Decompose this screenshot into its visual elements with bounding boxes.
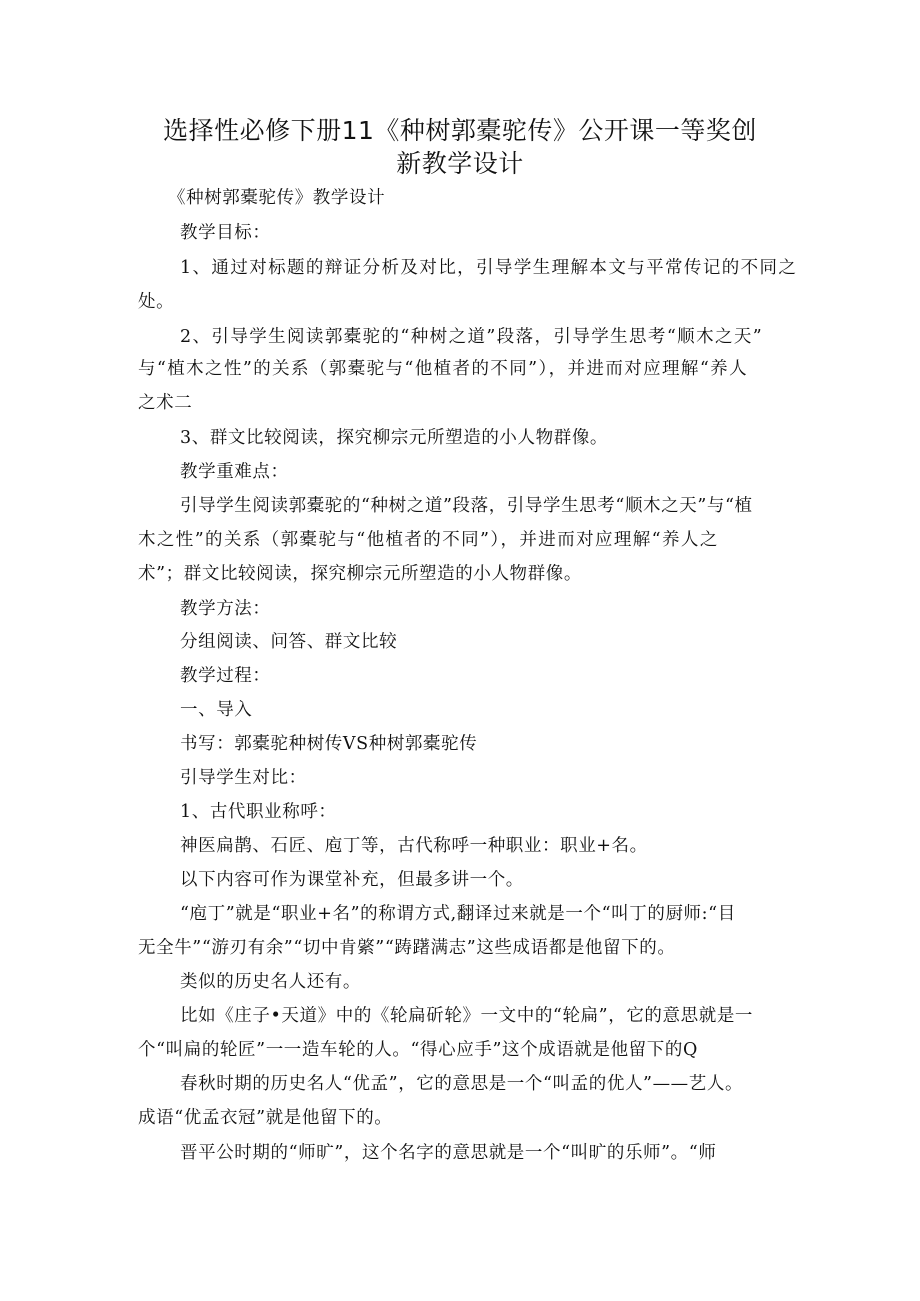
paragraph-line: 1、通过对标题的辩证分析及对比，引导学生理解本文与平常传记的不同之 — [180, 258, 798, 278]
paragraph-line: 1、古代职业称呼： — [180, 802, 337, 822]
paragraph-line: 比如《庄子•天道》中的《轮扁斫轮》一文中的“轮扁”，它的意思就是一 — [180, 1006, 754, 1026]
subtitle: 《种树郭橐驼传》教学设计 — [168, 188, 386, 208]
section-heading-goals: 教学目标： — [180, 223, 271, 243]
paragraph-line: 处。 — [138, 292, 175, 312]
section-heading-methods: 教学方法： — [180, 599, 271, 619]
paragraph-line: 与“植木之性”的关系（郭橐驼与“他植者的不同”），并进而对应理解“养人 — [138, 359, 748, 379]
paragraph-line: 之术二 — [138, 393, 193, 413]
paragraph-line: “庖丁”就是“职业+名”的称谓方式,翻译过来就是一个“叫丁的厨师:“目 — [180, 904, 736, 924]
paragraph-line: 引导学生阅读郭橐驼的“种树之道”段落，引导学生思考“顺木之天”与“植 — [180, 496, 753, 516]
paragraph-line: 个“叫扁的轮匠”一一造车轮的人。“得心应手”这个成语就是他留下的Q — [138, 1040, 698, 1060]
document-title-line-1: 选择性必修下册11《种树郭橐驼传》公开课一等奖创 — [163, 116, 757, 145]
paragraph-line: 以下内容可作为课堂补充，但最多讲一个。 — [180, 870, 524, 890]
paragraph-line: 类似的历史名人还有。 — [180, 972, 361, 992]
paragraph-line: 神医扁鹊、石匠、庖丁等，古代称呼一种职业：职业+名。 — [180, 836, 648, 856]
paragraph-line: 晋平公时期的“师旷”，这个名字的意思就是一个“叫旷的乐师”。“师 — [180, 1143, 717, 1163]
paragraph-line: 成语“优孟衣冠”就是他留下的。 — [138, 1108, 393, 1128]
section-heading-intro: 一、导入 — [180, 700, 253, 720]
paragraph-line: 春秋时期的历史名人“优孟”，它的意思是一个“叫孟的优人”——艺人。 — [180, 1074, 744, 1094]
section-heading-process: 教学过程： — [180, 666, 271, 686]
paragraph-line: 术”；群文比较阅读，探究柳宗元所塑造的小人物群像。 — [138, 564, 582, 584]
paragraph-line: 分组阅读、问答、群文比较 — [180, 632, 398, 652]
paragraph-line: 引导学生对比： — [180, 768, 307, 788]
paragraph-line: 2、引导学生阅读郭橐驼的“种树之道”段落，引导学生思考“顺木之天” — [180, 327, 764, 347]
document-title-line-2: 新教学设计 — [396, 149, 524, 178]
paragraph-line: 3、群文比较阅读，探究柳宗元所塑造的小人物群像。 — [180, 428, 609, 448]
paragraph-line: 书写：郭橐驼种树传VS种树郭橐驼传 — [180, 734, 478, 754]
paragraph-line: 木之性”的关系（郭橐驼与“他植者的不同”），并进而对应理解“养人之 — [138, 530, 719, 550]
paragraph-line: 无全牛”“游刃有余”“切中肯綮”“踌躇满志”这些成语都是他留下的。 — [138, 938, 676, 958]
section-heading-key-points: 教学重难点： — [180, 462, 289, 482]
